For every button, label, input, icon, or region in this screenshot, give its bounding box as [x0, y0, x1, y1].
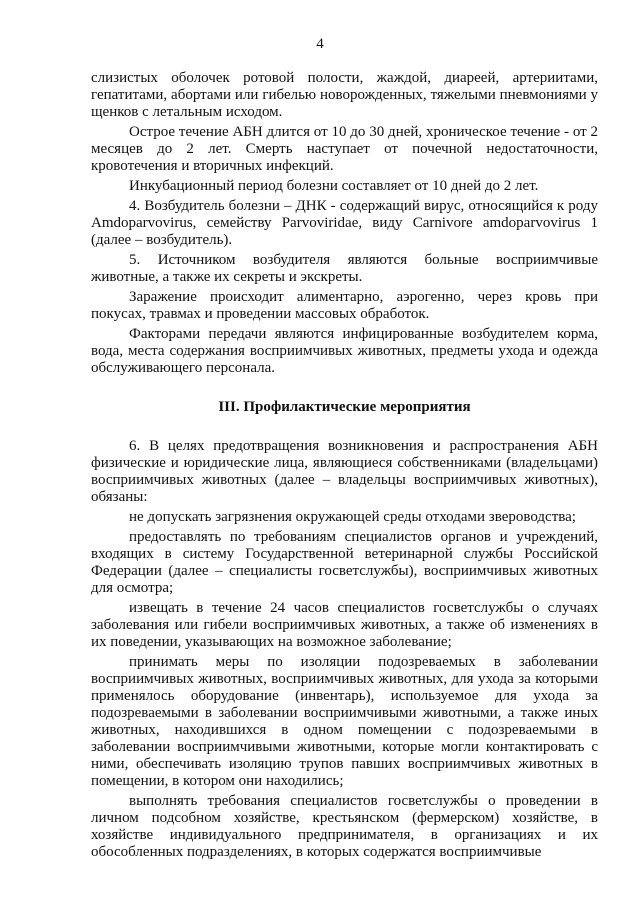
paragraph-symptoms-continuation: слизистых оболочек ротовой полости, жаждой, диареей, артериитами, гепатитами, абортами или гибелью новорожденных, тяжелыми пневмониями у щенков с летальным исходом.	[91, 70, 598, 120]
paragraph-source: 5. Источником возбудителя являются больные восприимчивые животные, а также их секреты и экскреты.	[91, 252, 598, 285]
paragraph-pathogen: 4. Возбудитель болезни – ДНК - содержащий вирус, относящийся к роду Amdoparvovirus, семейству Parvoviridae, виду Carnivore amdoparvovirus 1 (далее – возбудитель).	[91, 198, 598, 248]
paragraph-infection-routes: Заражение происходит алиментарно, аэрогенно, через кровь при покусах, травмах и проведении массовых обработок.	[91, 289, 598, 322]
paragraph-obligation-inspection: предоставлять по требованиям специалистов органов и учреждений, входящих в систему Государственной ветеринарной службы Российской Федерации (далее – специалисты госветслужбы), восприимчивых животных для осмотра;	[91, 529, 598, 596]
paragraph-obligation-isolation: принимать меры по изоляции подозреваемых в заболевании восприимчивых животных, восприимчивых животных, для ухода за которыми применялось оборудование (инвентарь), используемое для ухода за подозреваемыми в заболевании восприимчивыми животными, а также иных животных, находившихся в одном помещении с подозреваемыми в заболевании восприимчивыми животными, которые могли контактировать с ними, обеспечивать изоляцию трупов павших восприимчивых животных в помещении, в котором они находились;	[91, 654, 598, 789]
paragraph-incubation-period: Инкубационный период болезни составляет от 10 дней до 2 лет.	[129, 178, 539, 194]
paragraph-obligation-notify: извещать в течение 24 часов специалистов госветслужбы о случаях заболевания или гибели восприимчивых животных, а также об изменениях в их поведении, указывающих на возможное заболевание;	[91, 600, 598, 650]
document-body	[91, 70, 598, 861]
paragraph-owner-obligations: 6. В целях предотвращения возникновения и распространения АБН физические и юридические лица, являющиеся собственниками (владельцами) восприимчивых животных (далее – владельцы восприимчивых животных), обязаны:	[91, 438, 598, 505]
page-number: 4	[316, 36, 324, 52]
paragraph-obligation-environment: не допускать загрязнения окружающей среды отходами звероводства;	[129, 509, 576, 525]
section-heading: III. Профилактические мероприятия	[218, 399, 471, 415]
paragraph-transmission-factors: Факторами передачи являются инфицированные возбудителем корма, вода, места содержания восприимчивых животных, предметы ухода и одежда обслуживающего персонала.	[91, 326, 598, 376]
paragraph-disease-course: Острое течение АБН длится от 10 до 30 дней, хроническое течение - от 2 месяцев до 2 лет. Смерть наступает от почечной недостаточности, кровотечения и вторичных инфекций.	[91, 124, 598, 174]
paragraph-obligation-requirements: выполнять требования специалистов госветслужбы о проведении в личном подсобном хозяйстве, крестьянском (фермерском) хозяйстве, в хозяйстве индивидуального предпринимателя, в организациях и их обособленных подразделениях, в которых содержатся восприимчивые	[91, 793, 598, 860]
